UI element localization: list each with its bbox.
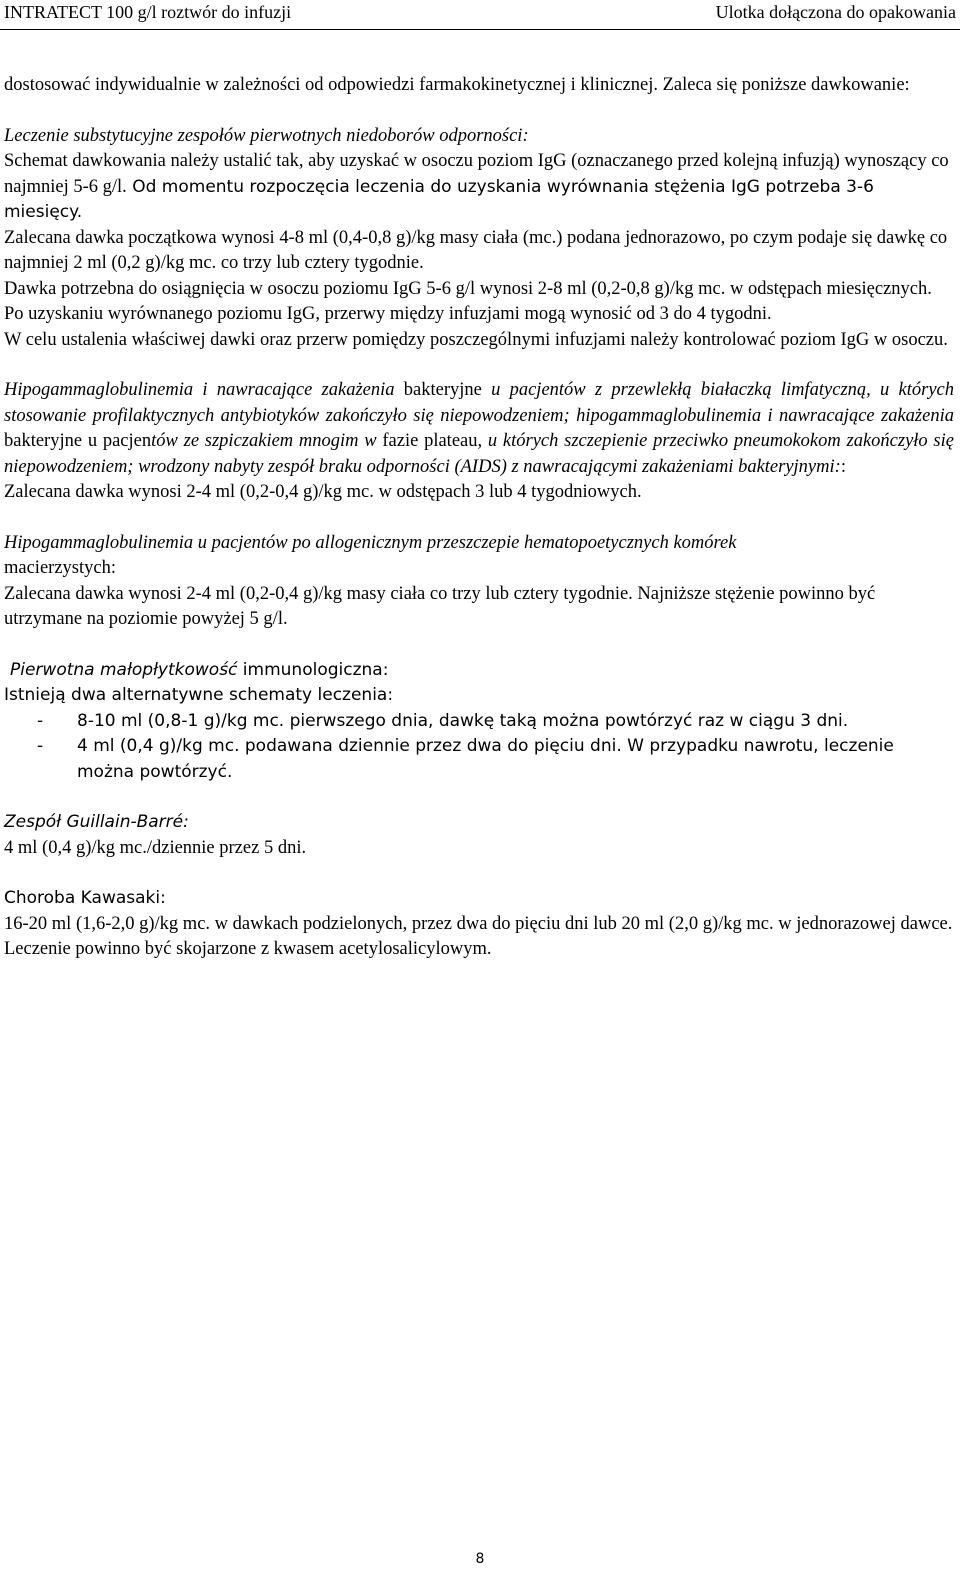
section-dose: Zalecana dawka wynosi 2-4 ml (0,2-0,4 g)/kg mc. w odstępach 3 lub 4 tygodniowych. <box>4 482 642 502</box>
section-paragraph: Dawka potrzebna do osiągnięcia w osoczu poziomu IgG 5-6 g/l wynosi 2-8 ml (0,2-0,8 g)/kg mc. w odstępach miesięcznych. Po uzyskaniu wyrównanego poziomu IgG, przerwy między infuzjami mogą wynosić od 3 do 4 tygodni. <box>4 278 932 324</box>
section-paragraph: Schemat dawkowania należy ustalić tak, aby uzyskać w osoczu poziom IgG (oznaczanego przed kolejną infuzją) wynoszący co najmniej 5-6 g/l. Od momentu rozpoczęcia leczenia do uzyskania wyrównania stężenia IgG potrzeba 3-6 miesięcy. <box>4 151 949 222</box>
section-title-cont: macierzystych: <box>4 558 116 578</box>
section-dose: 16-20 ml (1,6-2,0 g)/kg mc. w dawkach podzielonych, przez dwa do pięciu dni lub 20 ml (2,0 g)/kg mc. w jednorazowej dawce. Leczenie powinno być skojarzone z kwasem acetylosalicylowym. <box>4 913 953 959</box>
document-body <box>4 73 954 963</box>
section-guillain-barre <box>4 810 954 861</box>
section-paragraph: Zalecana dawka początkowa wynosi 4-8 ml (0,4-0,8 g)/kg masy ciała (mc.) podana jednorazowo, po czym podaje się dawkę co najmniej 2 ml (0,2 g)/kg mc. co trzy lub cztery tygodnie. <box>4 227 948 273</box>
section-secondary-hypogammaglobulinemia <box>4 378 954 506</box>
section-title: Choroba Kawasaki: <box>4 888 166 908</box>
dosing-list <box>4 709 954 786</box>
section-paragraph: Hipogammaglobulinemia i nawracające zakażenia bakteryjne u pacjentów z przewlekłą białaczką limfatyczną, u których stosowanie profilaktycznych antybiotyków zakończyło się niepowodzeniem; hipogammaglobulinemia i nawracające zakażenia bakteryjne u pacjentów ze szpiczakiem mnogim w fazie plateau, u których szczepienie przeciwko pneumokokom zakończyło się niepowodzeniem; wrodzony nabyty zespół braku odporności (AIDS) z nawracającymi zakażeniami bakteryjnymi:: <box>4 380 955 477</box>
header-rule <box>0 29 960 30</box>
section-title: Zespół Guillain-Barré: <box>4 812 189 832</box>
section-dose: 4 ml (0,4 g)/kg mc./dziennie przez 5 dni. <box>4 837 307 858</box>
section-primary-immunodeficiency <box>4 124 954 354</box>
section-kawasaki <box>4 886 954 963</box>
section-itp <box>4 658 954 786</box>
section-title: Pierwotna małopłytkowość immunologiczna: <box>10 659 389 680</box>
section-title: Leczenie substytucyjne zespołów pierwotnych niedoborów odporności: <box>4 125 529 146</box>
page-number: 8 <box>475 1551 485 1567</box>
section-title: Hipogammaglobulinemia u pacjentów po allogenicznym przeszczepie hematopoetycznych komórek <box>4 532 737 553</box>
header-title: INTRATECT 100 g/l roztwór do infuzji <box>4 2 292 22</box>
section-paragraph: W celu ustalenia właściwej dawki oraz przerw pomiędzy poszczególnymi infuzjami należy kontrolować poziom IgG w osoczu. <box>4 329 948 350</box>
section-dose: Zalecana dawka wynosi 2-4 ml (0,2-0,4 g)/kg masy ciała co trzy lub cztery tygodnie. Najniższe stężenie powinno być utrzymane na poziomie powyżej 5 g/l. <box>4 583 876 629</box>
header-section: Ulotka dołączona do opakowania <box>715 2 956 22</box>
list-item: - 8-10 ml (0,8-1 g)/kg mc. pierwszego dnia, dawkę taką można powtórzyć raz w ciągu 3 dni. <box>37 710 849 731</box>
section-hsct <box>4 531 954 633</box>
intro-paragraph: dostosować indywidualnie w zależności od odpowiedzi farmakokinetycznej i klinicznej. Zaleca się poniższe dawkowanie: <box>4 75 910 95</box>
section-intro: Istnieją dwa alternatywne schematy leczenia: <box>4 685 394 705</box>
list-item: - 4 ml (0,4 g)/kg mc. podawana dziennie przez dwa do pięciu dni. W przypadku nawrotu, leczenie można powtórzyć. <box>37 736 894 782</box>
page-header <box>0 0 960 30</box>
